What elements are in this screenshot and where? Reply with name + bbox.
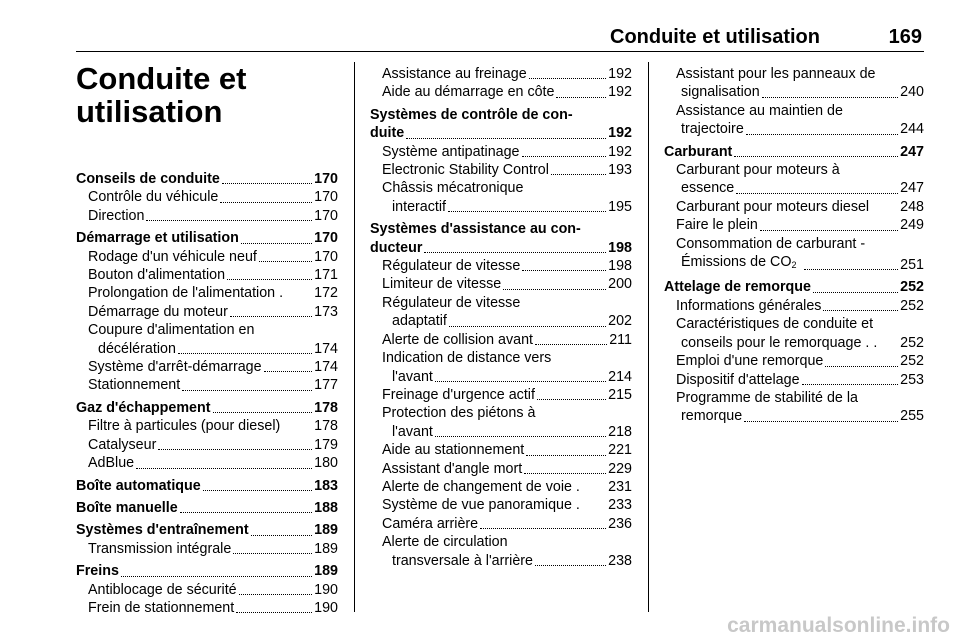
column-divider-1 — [354, 62, 355, 612]
toc-entry[interactable]: Frein de stationnement 190 — [88, 599, 338, 616]
toc-section[interactable]: Conseils de conduite 170 — [76, 171, 338, 187]
toc-entry[interactable]: Assistance au freinage 192 — [382, 66, 632, 82]
toc-column-1 — [76, 170, 338, 617]
toc-entry[interactable]: Contrôle du véhicule 170 — [88, 189, 338, 206]
toc-entry[interactable]: Alerte de collision avant 211 — [382, 331, 632, 348]
toc-entry-line-2[interactable]: transversale à l'arrière 238 — [392, 552, 632, 569]
toc-entry[interactable]: Bouton d'alimentation 171 — [88, 267, 338, 284]
toc-entry[interactable]: Système de vue panoramique . 233 — [382, 497, 632, 514]
toc-column-3 — [664, 65, 924, 426]
toc-entry-line-1[interactable]: Régulateur de vitesse — [382, 294, 521, 311]
column-divider-2 — [648, 62, 649, 612]
toc-entry-line-1[interactable]: Consommation de carburant - — [676, 235, 866, 252]
toc-entry[interactable]: Transmission intégrale 189 — [88, 540, 338, 557]
toc-entry-line-1[interactable]: Assistant pour les panneaux de — [676, 66, 876, 82]
toc-section[interactable]: Attelage de remorque 252 — [664, 279, 924, 296]
toc-entry-line-1[interactable]: Coupure d'alimentation en — [88, 322, 255, 339]
toc-section[interactable]: Freins 189 — [76, 563, 338, 580]
toc-section[interactable]: Boîte automatique 183 — [76, 477, 338, 494]
toc-entry[interactable]: Antiblocage de sécurité 190 — [88, 581, 338, 598]
toc-entry-line-2[interactable]: l'avant 214 — [392, 368, 632, 385]
toc-entry-line-2[interactable]: trajectoire 244 — [681, 121, 924, 138]
watermark: carmanualsonline.info — [727, 614, 950, 637]
toc-entry[interactable]: Catalyseur 179 — [88, 436, 338, 453]
toc-entry-line-2[interactable]: interactif 195 — [392, 198, 632, 215]
toc-entry-line-2[interactable]: remorque 255 — [681, 408, 924, 425]
toc-section[interactable]: Systèmes d'entraînement 189 — [76, 522, 338, 539]
toc-entry[interactable]: Freinage d'urgence actif 215 — [382, 386, 632, 403]
toc-entry-line-1[interactable]: Alerte de circulation — [382, 534, 508, 551]
toc-entry-line-2[interactable]: décélération 174 — [98, 340, 338, 357]
toc-entry-line-2[interactable]: Émissions de $CO_2$ 251 — [681, 254, 924, 274]
toc-entry-line-2[interactable]: essence 247 — [681, 180, 924, 197]
toc-entry[interactable]: Système antipatinage 192 — [382, 143, 632, 160]
toc-entry[interactable]: Prolongation de l'alimentation . 172 — [88, 285, 338, 302]
toc-entry[interactable]: Stationnement 177 — [88, 377, 338, 394]
toc-column-2 — [370, 65, 632, 570]
toc-entry-line-1[interactable]: Carburant pour moteurs à — [676, 162, 840, 179]
toc-entry[interactable]: Faire le plein 249 — [676, 217, 924, 234]
toc-section-line-1[interactable]: Systèmes d'assistance au con- — [370, 221, 581, 238]
toc-entry[interactable]: Electronic Stability Control 193 — [382, 162, 632, 179]
toc-entry[interactable]: Caméra arrière 236 — [382, 515, 632, 532]
toc-entry-line-1[interactable]: Programme de stabilité de la — [676, 389, 858, 406]
toc-entry[interactable]: Démarrage du moteur 173 — [88, 303, 338, 320]
toc-section[interactable]: Boîte manuelle 188 — [76, 499, 338, 516]
chapter-title — [76, 62, 336, 128]
running-header-title: Conduite et utilisation — [610, 26, 820, 48]
toc-entry[interactable]: Régulateur de vitesse 198 — [382, 258, 632, 275]
toc-entry[interactable]: Système d'arrêt-démarrage 174 — [88, 359, 338, 376]
toc-entry-line-2[interactable]: adaptatif 202 — [392, 313, 632, 330]
header-rule — [76, 51, 924, 52]
toc-entry[interactable]: Emploi d'une remorque 252 — [676, 353, 924, 370]
toc-entry[interactable]: Dispositif d'attelage 253 — [676, 371, 924, 388]
toc-entry-line-1[interactable]: Assistance au maintien de — [676, 102, 843, 119]
toc-section-line-2[interactable]: ducteur 198 — [370, 239, 632, 256]
toc-entry-line-1[interactable]: Indication de distance vers — [382, 350, 552, 367]
toc-entry[interactable]: Alerte de changement de voie . 231 — [382, 478, 632, 495]
toc-entry-line-2[interactable]: conseils pour le remorquage . . 252 — [681, 334, 924, 351]
page-number: 169 — [888, 26, 922, 48]
chapter-title-line-1: Conduite et — [76, 61, 247, 96]
toc-section-line-1[interactable]: Systèmes de contrôle de con- — [370, 106, 573, 123]
toc-entry[interactable]: AdBlue 180 — [88, 455, 338, 472]
toc-section[interactable]: Démarrage et utilisation 170 — [76, 230, 338, 247]
toc-section[interactable]: Carburant 247 — [664, 143, 924, 160]
toc-entry-line-1[interactable]: Châssis mécatronique — [382, 180, 524, 197]
toc-entry[interactable]: Rodage d'un véhicule neuf 170 — [88, 248, 338, 265]
toc-entry-line-1[interactable]: Protection des piétons à — [382, 405, 536, 422]
toc-entry[interactable]: Aide au stationnement 221 — [382, 442, 632, 459]
toc-entry[interactable]: Limiteur de vitesse 200 — [382, 276, 632, 293]
toc-entry[interactable]: Aide au démarrage en côte 192 — [382, 84, 632, 101]
toc-entry[interactable]: Carburant pour moteurs diesel 248 — [676, 198, 924, 215]
toc-section[interactable]: Gaz d'échappement 178 — [76, 399, 338, 416]
toc-entry[interactable]: Direction 170 — [88, 207, 338, 224]
toc-entry-line-2[interactable]: signalisation 240 — [681, 84, 924, 101]
toc-entry-line-1[interactable]: Caractéristiques de conduite et — [676, 316, 874, 333]
toc-entry[interactable]: Assistant d'angle mort 229 — [382, 460, 632, 477]
toc-entry-line-2[interactable]: l'avant 218 — [392, 423, 632, 440]
toc-section-line-2[interactable]: duite 192 — [370, 125, 632, 142]
chapter-title-line-2: utilisation — [76, 94, 223, 129]
toc-entry[interactable]: Filtre à particules (pour diesel) 178 — [88, 418, 338, 435]
toc-entry[interactable]: Informations générales 252 — [676, 297, 924, 314]
